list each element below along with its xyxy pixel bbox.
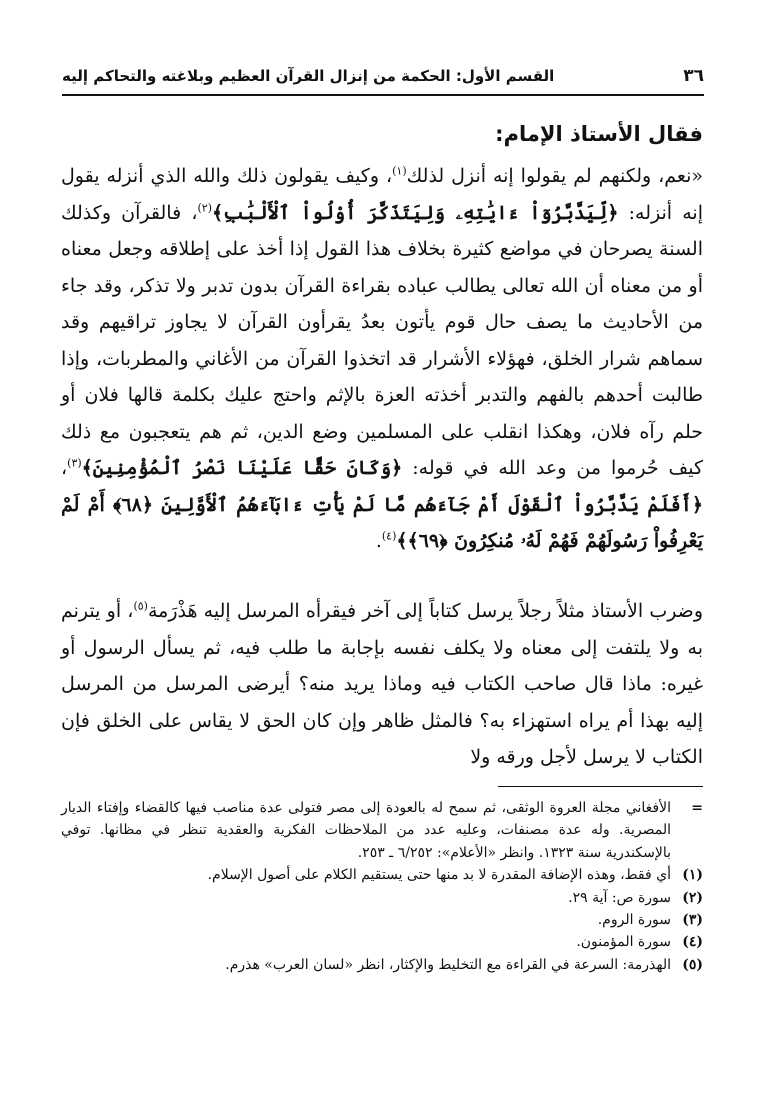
footnote-mark: (١) <box>682 867 703 884</box>
body-text <box>61 158 703 560</box>
footnote-text: سورة الروم. <box>597 912 671 929</box>
footnote-ref: (٤) <box>381 529 397 543</box>
text-segment: ، أو يترنم به ولا يلتفت إلى معناه ولا يكلف نفسه بإجابة ما طلب فيه، ثم يسأل الرسول أو غيره: ماذا قال صاحب الكتاب فيه وماذا يريد منه؟ أيرضى المرسل من المرسل إليه بهذا أم يراه استهزاء به؟ فالمثل ظاهر وإن كان الحق لا يقاس على الخلق فإن الكتاب لا يرسل لأجل ورقه ولا <box>61 600 703 768</box>
page-header <box>62 58 704 94</box>
text-segment: «نعم، ولكنهم لم يقولوا إنه أنزل لذلك <box>406 165 703 187</box>
header-rule <box>62 94 704 96</box>
footnote-ref: (١) <box>392 164 407 178</box>
footnote-mark: (٥) <box>682 956 703 973</box>
text-segment: ، وكيف يقولون ذلك والله الذي أنزله يقول إنه أنزله: <box>61 165 703 224</box>
quran-verse: ﴿لِّيَدَّبَّرُوٓاْ ءَايَٰتِهِۦ وَلِيَتَذَكَّرَ أُوْلُواْ ٱلْأَلْبَٰبِ﴾ <box>211 201 619 224</box>
footnote-3 <box>61 909 703 931</box>
footnote-continuation <box>61 797 703 864</box>
footnote-2 <box>61 887 703 909</box>
footnote-5 <box>61 954 703 976</box>
footnote-text: الأفغاني مجلة العروة الوثقى، ثم سمح له بالعودة إلى مصر فتولى عدة مناصب فيها كالقضاء وإفتاء الديار المصرية. وله عدة مصنفات، وعليه عدد من الملاحظات الفكرية والعقدية تنظر في مظانها. توفي بالإسكندرية سنة ١٣٢٣. وانظر «الأعلام»: ٦/٢٥٢ ـ ٢٥٣. <box>61 800 671 861</box>
footnote-mark: = <box>691 800 703 816</box>
page-number: ٣٦ <box>683 66 704 86</box>
quran-verse: ﴿أَفَلَمْ يَدَّبَّرُواْ ٱلْقَوْلَ أَمْ جَآءَهُم مَّا لَمْ يَأْتِ ءَابَآءَهُمُ ٱلْأَوَّلِينَ ﴿٦٨﴾ أَمْ لَمْ يَعْرِفُواْ رَسُولَهُمْ فَهُمْ لَهُۥ مُنكِرُونَ ﴿٦٩﴾﴾ <box>61 493 703 552</box>
footnote-ref: (٥) <box>133 599 148 613</box>
footnote-mark: (٢) <box>682 889 703 906</box>
section-heading: فقال الأستاذ الإمام: <box>495 122 703 146</box>
footnote-4 <box>61 931 703 953</box>
paragraph-2 <box>61 593 703 776</box>
footnotes <box>61 797 703 976</box>
footnote-text: سورة المؤمنون. <box>576 934 671 951</box>
running-title: القسم الأول: الحكمة من إنزال القرآن العظيم وبلاغته والتحاكم إليه <box>62 67 555 85</box>
footnote-separator <box>498 786 703 787</box>
footnote-ref: (٢) <box>197 201 212 215</box>
text-segment: ، <box>61 457 68 479</box>
paragraph-1 <box>61 158 703 560</box>
footnote-text: الهذرمة: السرعة في القراءة مع التخليط والإكثار، انظر «لسان العرب» هذرم. <box>225 956 671 973</box>
text-segment: وضرب الأستاذ مثلاً رجلاً يرسل كتاباً إلى آخر فيقرأه المرسل إليه هَذْرَمة <box>147 600 703 622</box>
quran-verse: ﴿وَكَانَ حَقًّا عَلَيْنَا نَصْرُ ٱلْمُؤْمِنِينَ﴾ <box>81 457 403 479</box>
body-text <box>61 593 703 776</box>
footnote-text: سورة ص: آية ٢٩. <box>568 889 671 906</box>
footnote-ref: (٣) <box>67 456 82 470</box>
text-segment: ، فالقرآن وكذلك السنة يصرحان في مواضع كثيرة بخلاف هذا القول إذا أخذ على إطلاقه وجعل معناه أو من معناه أن الله تعالى يطالب عباده بقراءة القرآن بدون تدبر ولا تذكر، وقد جاء من الأحاديث ما يصف حال قوم يأتون بعدُ يقرأون القرآن لا يجاوز تراقيهم وقد سماهم شرار الخلق، فهؤلاء الأشرار قد اتخذوا القرآن من الأغاني والمطربات، وإذا طالبت أحدهم بالفهم والتدبر أخذته العزة بالإثم واحتج عليك بكلمة قالها فلان أو حلم رآه فلان، وهكذا انقلب على المسلمين وضع الدين، ثم هم يتعجبون مع ذلك كيف حُرموا من وعد الله في قوله: <box>61 201 703 479</box>
footnote-mark: (٤) <box>682 934 703 951</box>
footnote-mark: (٣) <box>682 912 703 929</box>
footnote-text: أي فقط، وهذه الإضافة المقدرة لا بد منها حتى يستقيم الكلام على أصول الإسلام. <box>207 867 671 884</box>
text-segment: . <box>375 530 382 552</box>
footnote-1 <box>61 864 703 886</box>
